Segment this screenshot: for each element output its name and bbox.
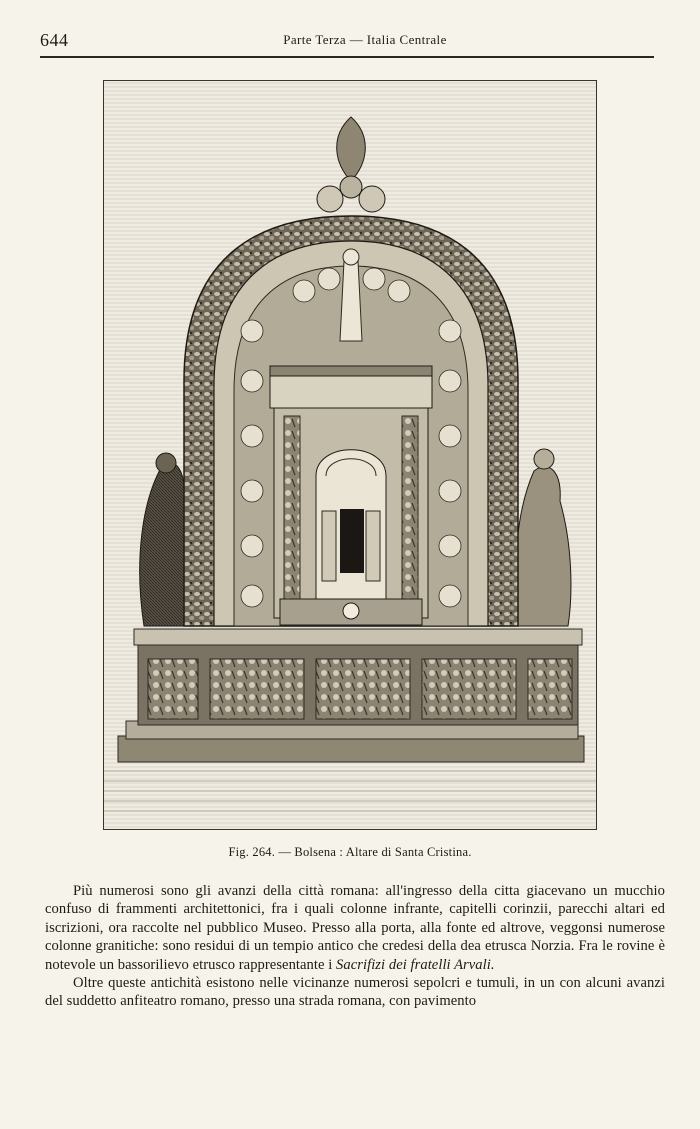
page-number: 644 — [40, 30, 69, 50]
paragraph-1-italic: Sacrifizi dei fratelli Arvali. — [336, 956, 495, 973]
page-header — [40, 28, 654, 56]
running-head: Parte Terza — Italia Centrale — [283, 32, 447, 47]
altar-illustration — [104, 81, 597, 830]
header-rule — [40, 56, 654, 58]
body-text — [45, 882, 665, 1011]
figure-engraving — [103, 80, 597, 830]
paragraph-1 — [45, 882, 665, 974]
paragraph-2: Oltre queste antichità esistono nelle vicinanze numerosi sepolcri e tumuli, in un con alcuni avanzi del suddetto anfiteatro romano, presso una strada romana, con pavimento — [45, 975, 665, 1010]
paragraph-1-text: Più numerosi sono gli avanzi della città romana: all'ingresso della citta giacevano un mucchio confuso di frammenti architettonici, fra i quali colonne infrante, capitelli corinzii, parecchi altari ed iscrizioni, ora raccolte nel pubblico Museo. Presso alla porta, alla fonte ed altrove, veggonsi numerose colonne granitiche: sono residui di un tempio antico che credesi della dea etrusca Norzia. Fra le rovine è notevole un bassorilievo etrusco rappresentante i — [45, 883, 665, 973]
figure-caption: Fig. 264. — Bolsena : Altare di Santa Cristina. — [228, 845, 472, 859]
